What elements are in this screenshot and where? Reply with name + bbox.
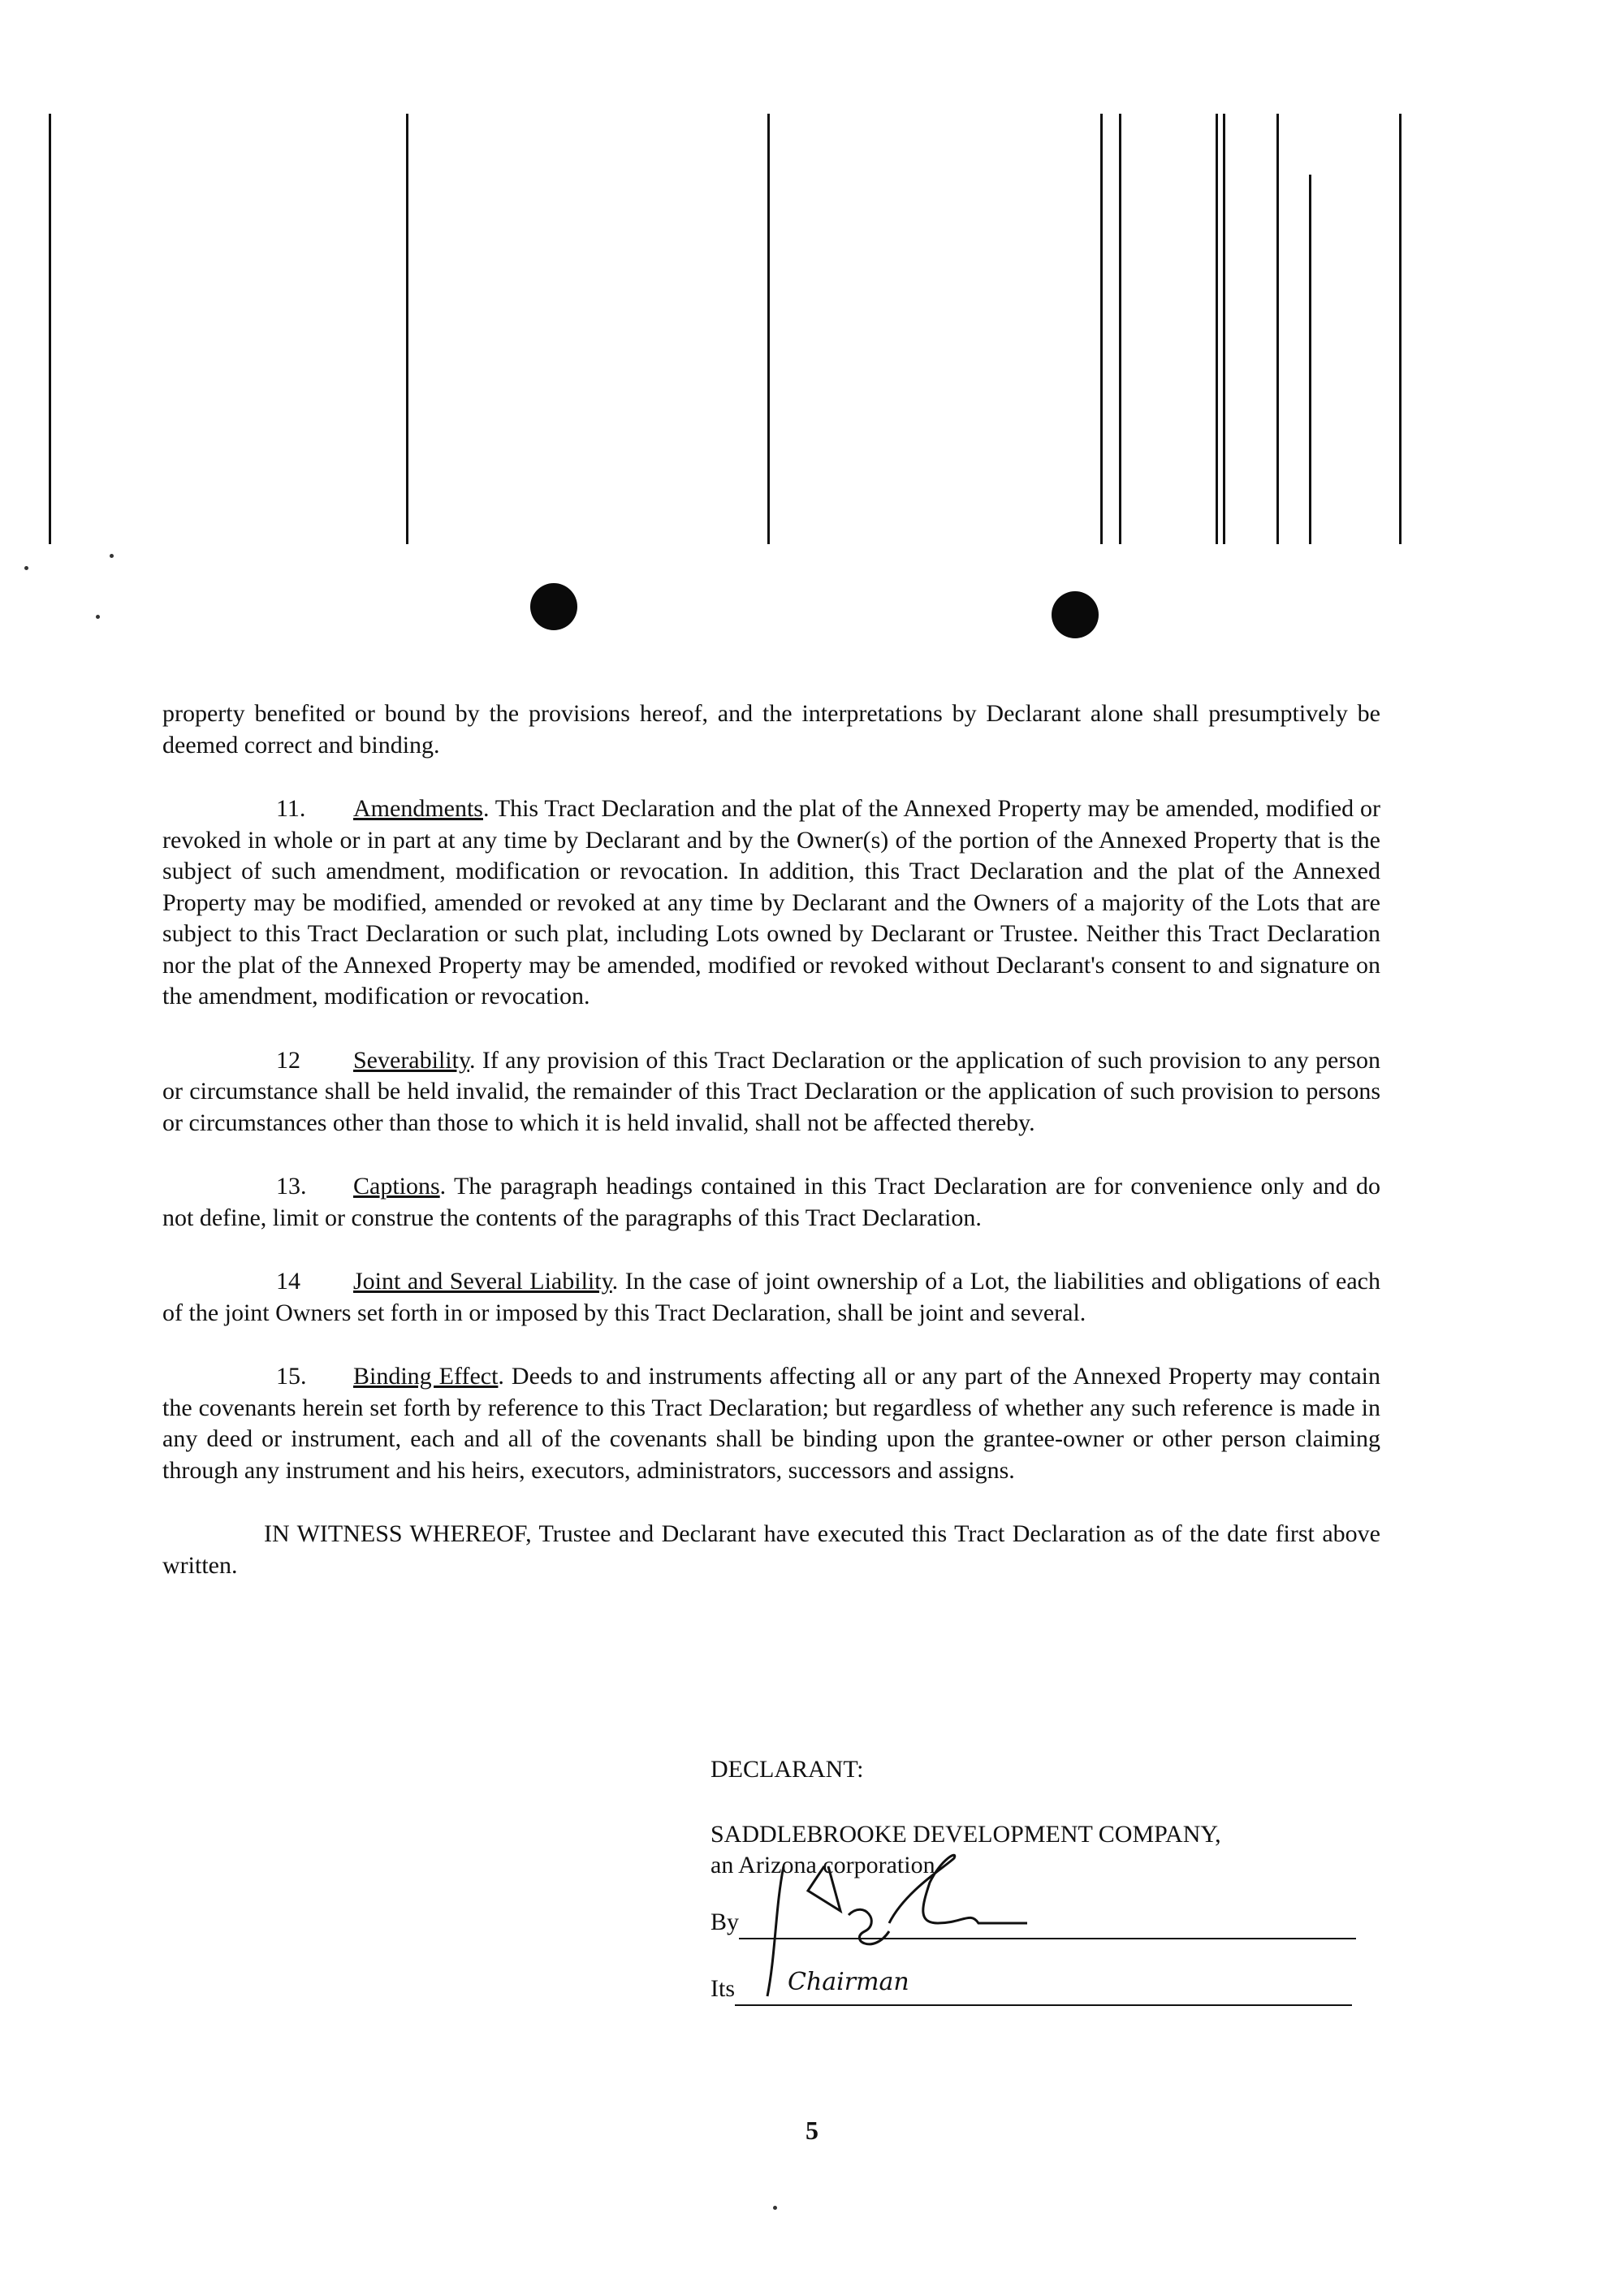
section-number: 11. [276,795,306,822]
page-number: 5 [806,2116,818,2145]
binder-hole [1052,591,1099,638]
scan-line [767,114,770,544]
section-body: . The paragraph headings contained in this Tract Declaration are for convenience only and do not define, limit or construe the contents of the paragraphs of this Tract Declaration. [162,1173,1380,1231]
section-number: 14 [276,1268,300,1295]
by-row [710,1907,1376,1939]
section-14 [162,1266,1380,1329]
section-15 [162,1361,1380,1486]
declarant-label: DECLARANT: [710,1756,864,1783]
scan-line [406,114,408,544]
scan-line [49,114,51,544]
opening-text: property benefited or bound by the provisions hereof, and the interpretations by Declarant alone shall presumptively be deemed correct and binding. [162,700,1380,759]
scan-speck [110,554,114,558]
its-label: Its [710,1975,735,2002]
witness-clause: IN WITNESS WHEREOF, Trustee and Declarant have executed this Tract Declaration as of the date first above written. [162,1520,1380,1579]
its-handwritten-title: Chairman [788,1968,909,1996]
section-heading: Joint and Several Liability [353,1268,612,1295]
scan-speck [773,2206,777,2210]
document-body [162,698,1380,1614]
scan-line [1276,114,1279,544]
section-number: 12 [276,1046,300,1074]
scan-speck [24,566,28,570]
section-body: . Deeds to and instruments affecting all or any part of the Annexed Property may contain the covenants herein set forth by reference to this Tract Declaration; but regardless of whether any such reference is made in any deed or instrument, each and all of the covenants shall be binding upon the grantee-owner or other person claiming through any instrument and his heirs, executors, administrators, successors and assigns. [162,1363,1380,1484]
section-body: . If any provision of this Tract Declaration or the application of such provision to any person or circumstance shall be held invalid, the remainder of this Tract Declaration or the application of such provision to persons or circumstances other than those to which it is held invalid, shall not be affected thereby. [162,1046,1380,1136]
scan-line [1216,114,1218,544]
binder-hole [530,583,577,630]
section-12 [162,1045,1380,1139]
section-13 [162,1171,1380,1234]
scan-line [1223,114,1225,544]
section-number: 13. [276,1173,307,1200]
section-11 [162,793,1380,1013]
section-number: 15. [276,1363,307,1390]
scan-speck [96,615,100,619]
section-body: . This Tract Declaration and the plat of the Annexed Property may be amended, modified or revoked in whole or in part at any time by Declarant and by the Owner(s) of the portion of the Annexed Property that is the subject of such amendment, modification or revocation. In addition, this Tract Declaration and the plat of the Annexed Property may be modified, amended or revoked at any time by Declarant and the Owners of a majority of the Lots that are subject to this Tract Declaration or such plat, including Lots owned by Declarant or Trustee. Neither this Tract Declaration nor the plat of the Annexed Property may be amended, modified or revoked without Declarant's consent to and signature on the amendment, modification or revocation. [162,795,1380,1009]
section-body: . In the case of joint ownership of a Lot, the liabilities and obligations of each of the joint Owners set forth in or imposed by this Tract Declaration, shall be joint and several. [162,1268,1380,1326]
section-heading: Binding Effect [353,1363,499,1390]
section-heading: Severability [353,1046,470,1074]
company-name: SADDLEBROOKE DEVELOPMENT COMPANY, [710,1821,1221,1848]
scan-line [1119,114,1121,544]
its-row [710,1968,1376,2006]
signature-block [710,1754,1376,2006]
company-type: an Arizona corporation [710,1852,935,1878]
scan-line [1399,114,1402,544]
section-heading: Captions [353,1173,440,1200]
section-heading: Amendments [353,795,483,822]
by-label: By [710,1909,740,1935]
scan-line [1100,114,1103,544]
scan-line [1309,175,1311,544]
